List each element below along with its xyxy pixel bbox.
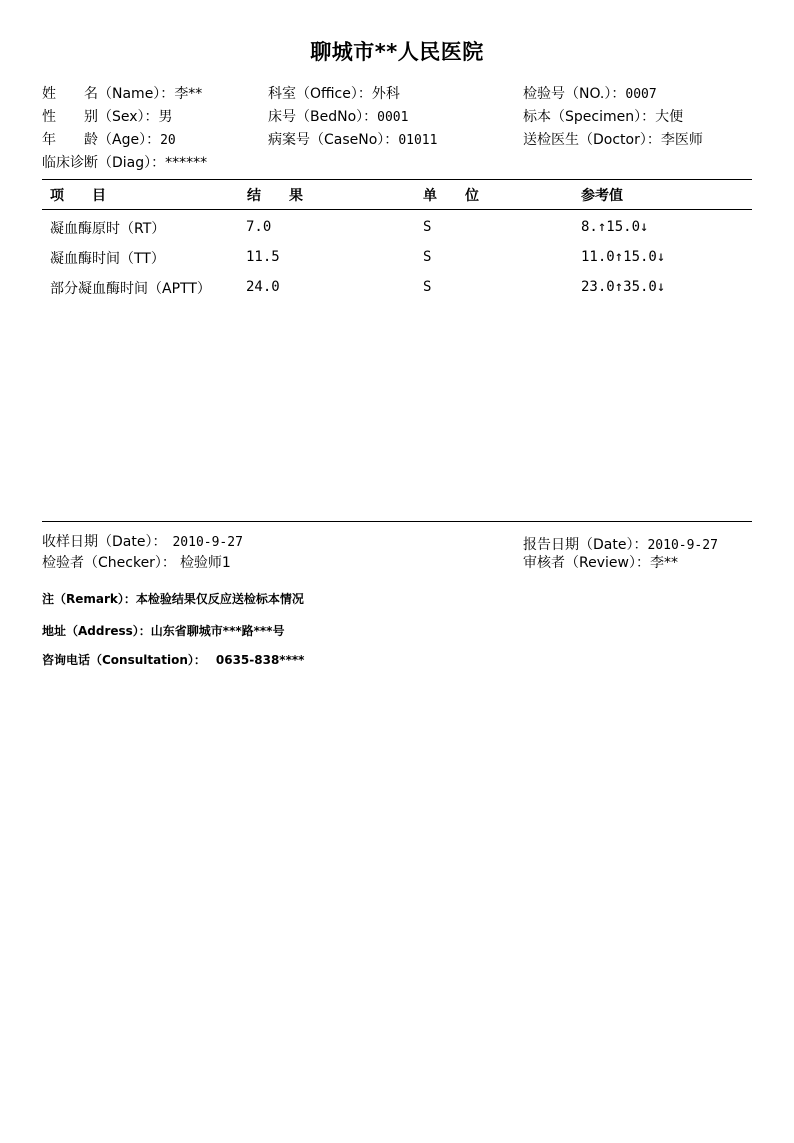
row-item: 凝血酶原时（RT） [50,221,166,237]
test-number-value: 0007 [625,87,657,102]
checker-field [42,554,231,572]
row-unit: S [423,279,432,295]
doctor-label: 送检医生（Doctor）： [523,132,661,148]
patient-sex-value: 男 [158,109,173,125]
row-result: 11.5 [246,249,280,265]
row-result: 24.0 [246,279,280,295]
table-header-rule [42,209,752,210]
row-unit: S [423,249,432,265]
specimen-value: 大便 [655,109,684,125]
address-note: 地址（Address）：山东省聊城市***路***号 [42,624,285,638]
header-unit: 单 位 [423,188,479,204]
clinical-diagnosis-value: ****** [165,155,208,171]
reviewer-label: 审核者（Review）： [523,555,650,571]
hospital-title: 聊城市**人民医院 [310,40,484,64]
doctor-field [523,131,703,149]
checker-value: 检验师1 [179,555,231,571]
collect-date-label: 收样日期（Date）： [42,534,167,550]
patient-sex-label: 性 别（Sex）： [42,109,159,125]
doctor-value: 李医师 [660,132,703,148]
row-reference: 23.0↑35.0↓ [581,279,666,295]
bed-number-field [268,108,408,127]
table-top-rule [42,179,752,180]
patient-name-label: 姓 名（Name）： [42,86,175,102]
consultation-label: 咨询电话（Consultation）： [42,653,206,667]
case-number-label: 病案号（CaseNo）： [268,132,399,148]
bed-number-value: 0001 [377,110,409,125]
office-value: 外科 [371,86,400,102]
footer-rule [42,521,752,522]
row-unit: S [423,219,432,235]
specimen-field [523,108,683,126]
row-item: 凝血酶时间（TT） [50,251,165,267]
header-reference: 参考值 [581,188,623,204]
row-reference: 11.0↑15.0↓ [581,249,666,265]
row-reference: 8.↑15.0↓ [581,219,649,235]
case-number-field [268,131,437,150]
patient-age-field [42,131,176,150]
remark-note: 注（Remark）：本检验结果仅反应送检标本情况 [42,592,304,606]
report-date-value: 2010-9-27 [647,538,718,553]
patient-age-value: 20 [160,133,176,148]
patient-name-field [42,85,202,103]
checker-label: 检验者（Checker）： [42,555,176,571]
consultation-note [42,651,304,668]
collect-date-value: 2010-9-27 [172,535,243,550]
patient-age-label: 年 龄（Age）： [42,132,161,148]
office-label: 科室（Office）： [268,86,372,102]
test-number-field [523,85,657,104]
report-date-label: 报告日期（Date）： [523,537,648,553]
header-result: 结 果 [247,188,303,204]
reviewer-value: 李** [649,555,678,571]
report-date-field [523,536,718,555]
collect-date-field [42,533,243,552]
patient-sex-field [42,108,173,126]
clinical-diagnosis-label: 临床诊断（Diag）： [42,155,166,171]
row-result: 7.0 [246,219,272,235]
bed-number-label: 床号（BedNo）： [268,109,378,125]
office-field [268,85,400,103]
clinical-diagnosis-field [42,154,207,172]
row-item: 部分凝血酶时间（APTT） [50,281,211,297]
case-number-value: 01011 [398,133,438,148]
patient-name-value: 李** [174,86,203,102]
reviewer-field [523,554,678,572]
consultation-value: 0635-838**** [215,653,305,667]
test-number-label: 检验号（NO.）： [523,86,626,102]
specimen-label: 标本（Specimen）： [523,109,656,125]
header-item: 项 目 [50,188,106,204]
